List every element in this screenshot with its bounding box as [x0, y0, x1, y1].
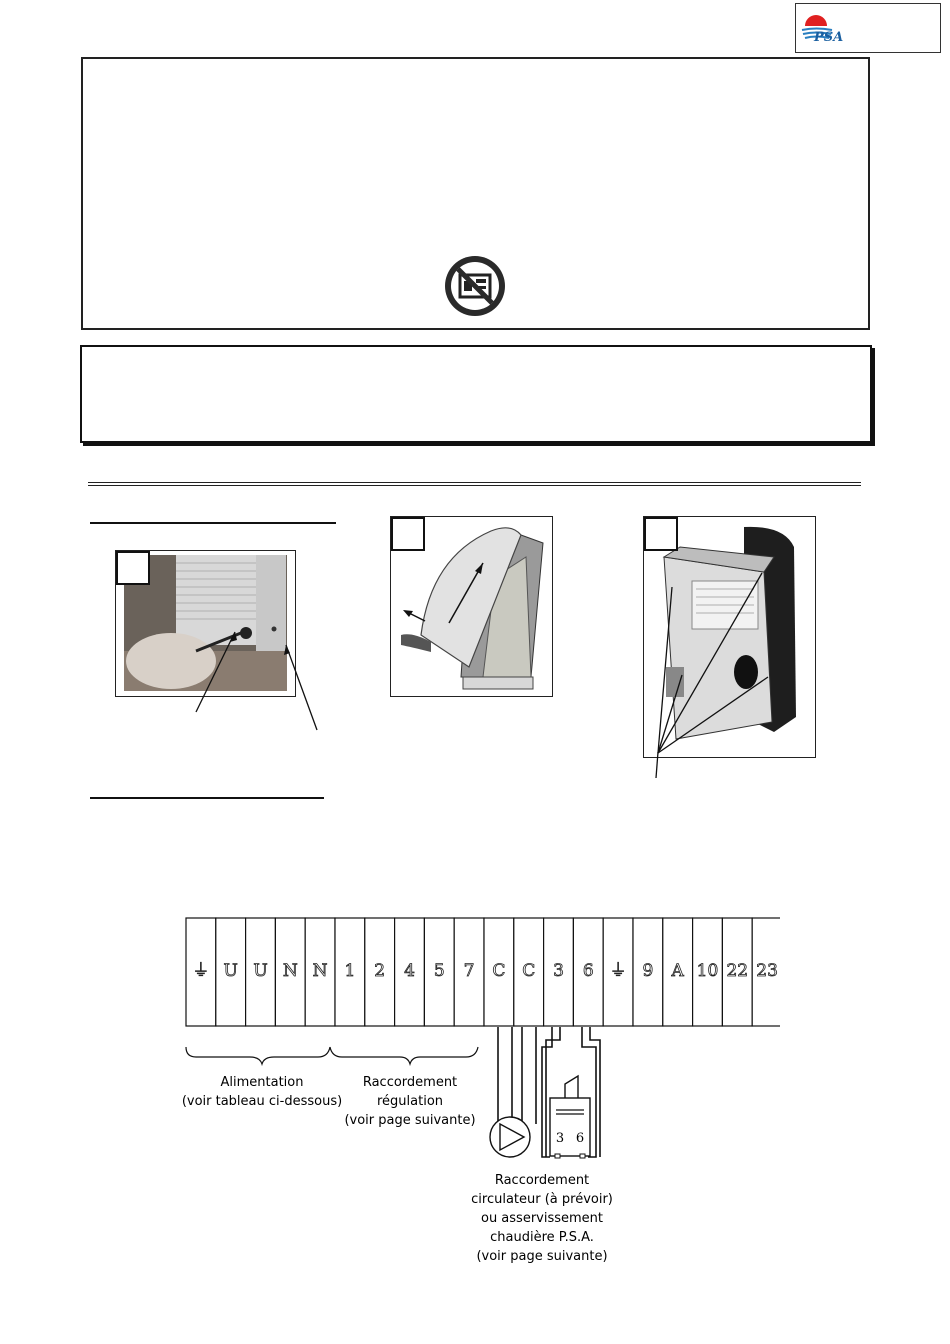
- terminal-label: 5: [433, 961, 445, 981]
- terminal-label: 10: [696, 961, 719, 981]
- pointer-arrows: [190, 610, 330, 735]
- terminal-strip: [186, 918, 780, 1026]
- label-circulateur-2: circulateur (à prévoir): [471, 1192, 613, 1207]
- boiler-terminal-post: [580, 1154, 585, 1158]
- subheading-underline: [90, 522, 336, 524]
- label-regulation-2: régulation: [376, 1094, 444, 1109]
- terminal-label: U: [223, 961, 238, 981]
- terminal-label: 2: [374, 961, 386, 981]
- label-regulation-1: Raccordement: [362, 1075, 458, 1090]
- terminal-label: U: [253, 961, 268, 981]
- label-alimentation-2: (voir tableau ci-dessous): [181, 1094, 343, 1109]
- label-alimentation-1: Alimentation: [220, 1075, 304, 1090]
- terminal-label: 7: [463, 961, 475, 981]
- terminal-label: C: [492, 961, 506, 981]
- terminal-label: 3: [553, 961, 564, 981]
- subheading-underline: [90, 797, 324, 799]
- boiler-terminal-6: 6: [575, 1131, 585, 1146]
- terminal-label: N: [282, 961, 298, 981]
- photo-cover-lift: [390, 516, 553, 697]
- no-smoking-appliance-icon: [444, 255, 506, 317]
- terminal-label: 6: [582, 961, 594, 981]
- boiler-icon: [550, 1098, 590, 1156]
- label-circulateur-4: chaudière P.S.A.: [490, 1230, 594, 1245]
- terminal-label: 9: [642, 961, 654, 981]
- photo-number-badge: [391, 517, 425, 551]
- terminal-label: A: [671, 961, 684, 981]
- terminal-wiring-diagram: [180, 912, 780, 1282]
- brace-alimentation: [186, 1047, 330, 1064]
- label-circulateur-1: Raccordement: [494, 1173, 590, 1188]
- terminal-label: 1: [344, 961, 356, 981]
- photo-unit-rear: [643, 516, 816, 758]
- label-regulation-3: (voir page suivante): [344, 1113, 476, 1128]
- terminal-label: ⏚: [192, 961, 210, 981]
- brace-regulation: [330, 1047, 478, 1064]
- terminal-label: 23: [756, 961, 778, 981]
- terminal-label: N: [312, 961, 328, 981]
- photo-unit-rear-icon: [644, 517, 815, 757]
- note-box: [80, 345, 872, 443]
- terminal-label: 4: [404, 961, 415, 981]
- photo-number-badge: [644, 517, 678, 551]
- label-circulateur-5: (voir page suivante): [476, 1249, 608, 1264]
- pointer-arrows-extension: [648, 752, 668, 782]
- section-divider: [88, 482, 861, 486]
- terminal-label: ⏚: [609, 961, 627, 981]
- boiler-flue: [565, 1076, 578, 1098]
- photo-number-badge: [116, 551, 150, 585]
- logo-text: PSA: [814, 30, 844, 45]
- boiler-terminal-post: [555, 1154, 560, 1158]
- boiler-terminal-3: 3: [555, 1131, 565, 1146]
- label-circulateur-3: ou asservissement: [480, 1211, 604, 1226]
- terminal-label: C: [522, 961, 536, 981]
- terminal-label: 22: [726, 961, 749, 981]
- psa-logo: [795, 3, 941, 53]
